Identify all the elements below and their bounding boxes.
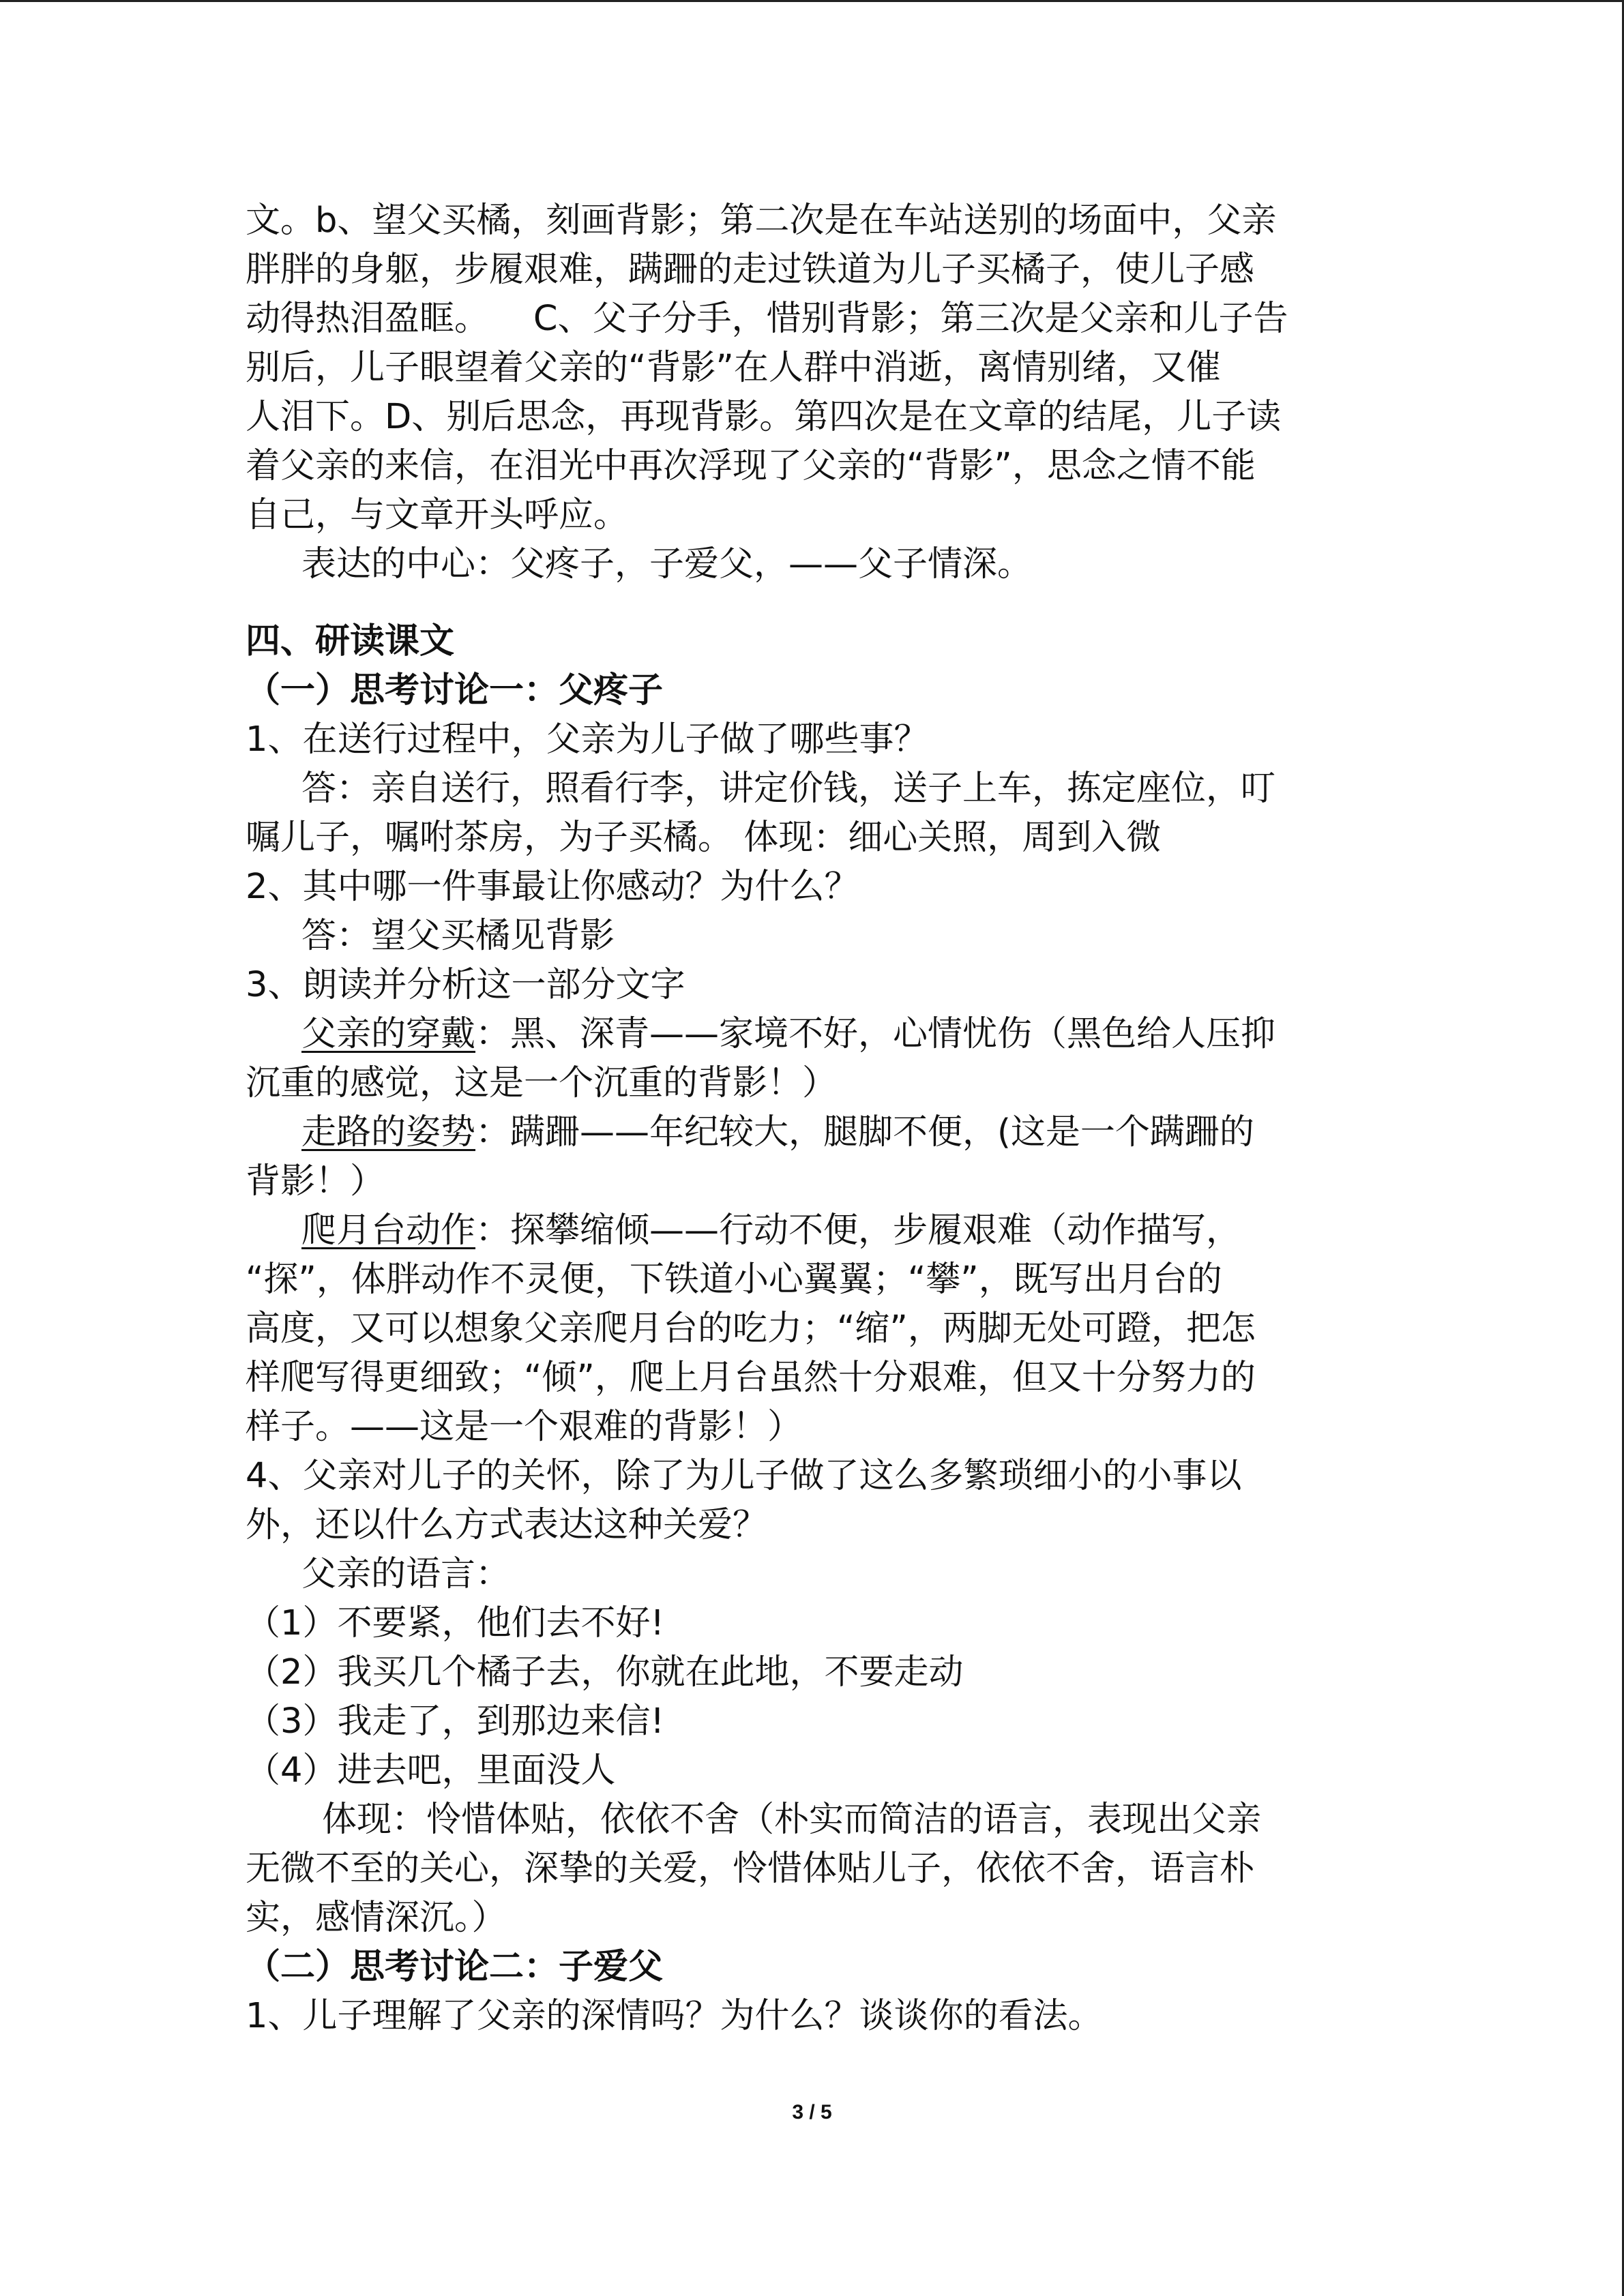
page-number: 3 / 5 xyxy=(792,2101,832,2123)
answer-1-line: 嘱儿子，嘱咐茶房，为子买橘。 体现：细心关照，周到入微 xyxy=(246,818,1162,858)
walk-analysis xyxy=(246,1108,1378,1157)
page-content xyxy=(246,196,1378,2041)
father-words-label: 父亲的语言： xyxy=(301,1554,511,1594)
dress-text: ：黑、深青——家境不好，心情忧伤（黑色给人压抑 xyxy=(475,1014,1276,1054)
intro-line: 人泪下。D、别后思念，再现背影。第四次是在文章的结尾，儿子读 xyxy=(246,397,1282,437)
section-heading: 四、研读课文 xyxy=(246,621,455,661)
dress-analysis xyxy=(246,1010,1378,1059)
question-4: 4、父亲对儿子的关怀，除了为儿子做了这么多繁琐细小的小事以 xyxy=(246,1456,1242,1496)
climb-analysis-cont: “探”，体胖动作不灵便，下铁道小心翼翼；“攀”，既写出月台的 xyxy=(246,1259,1222,1300)
embody-line: 无微不至的关心，深挚的关爱，怜惜体贴儿子，依依不舍，语言朴 xyxy=(246,1849,1255,1889)
intro-line: 文。b、望父买橘，刻画背影；第二次是在车站送别的场面中，父亲 xyxy=(246,200,1277,241)
answer-1-line: 答：亲自送行，照看行李，讲定价钱，送子上车，拣定座位，叮 xyxy=(301,769,1276,809)
climb-label: 爬月台动作 xyxy=(301,1210,476,1251)
question-1: 1、在送行过程中，父亲为儿子做了哪些事？ xyxy=(246,719,929,760)
question-3: 3、朗读并分析这一部分文字 xyxy=(246,965,685,1005)
father-words-item: （3）我走了，到那边来信! xyxy=(246,1701,664,1742)
father-words-item: （4）进去吧，里面没人 xyxy=(246,1750,616,1791)
subsection-heading: （二）思考讨论二：子爱父 xyxy=(246,1947,664,1987)
walk-analysis-cont: 背影！） xyxy=(246,1161,385,1202)
embody-line: 实，感情深沉。） xyxy=(246,1898,507,1938)
intro-line: 别后，儿子眼望着父亲的“背影”在人群中消逝，离情别绪，又催 xyxy=(246,348,1221,388)
intro-line: 自己，与文章开头呼应。 xyxy=(246,495,629,535)
intro-line: 动得热泪盈眶。 C、父子分手，惜别背影；第三次是父亲和儿子告 xyxy=(246,299,1288,339)
walk-text: ：蹒跚——年纪较大，腿脚不便，(这是一个蹒跚的 xyxy=(475,1112,1254,1152)
climb-analysis xyxy=(246,1206,1378,1255)
answer-2: 答：望父买橘见背影 xyxy=(301,916,615,956)
intro-line: 胖胖的身躯，步履艰难，蹒跚的走过铁道为儿子买橘子，使儿子感 xyxy=(246,250,1255,290)
climb-analysis-cont: 高度，又可以想象父亲爬月台的吃力；“缩”，两脚无处可蹬，把怎 xyxy=(246,1309,1256,1349)
question-4-cont: 外，还以什么方式表达这种关爱？ xyxy=(246,1505,768,1545)
climb-analysis-cont: 样子。——这是一个艰难的背影！） xyxy=(246,1407,803,1447)
embody-line: 体现：怜惜体贴，依依不舍（朴实而简洁的语言，表现出父亲 xyxy=(322,1800,1262,1840)
father-words-item: （1）不要紧，他们去不好! xyxy=(246,1603,664,1643)
dress-label: 父亲的穿戴 xyxy=(301,1014,476,1054)
climb-text: ：探攀缩倾——行动不便，步履艰难（动作描写， xyxy=(475,1210,1241,1251)
subsection-heading: （一）思考讨论一：父疼子 xyxy=(246,670,664,711)
intro-line: 着父亲的来信，在泪光中再次浮现了父亲的“背影”，思念之情不能 xyxy=(246,446,1256,486)
question-5: 1、儿子理解了父亲的深情吗？为什么？谈谈你的看法。 xyxy=(246,1996,1103,2036)
father-words-item: （2）我买几个橘子去，你就在此地，不要走动 xyxy=(246,1652,964,1693)
center-idea: 表达的中心：父疼子，子爱父，——父子情深。 xyxy=(301,544,1033,584)
question-2: 2、其中哪一件事最让你感动？为什么？ xyxy=(246,867,859,907)
walk-label: 走路的姿势 xyxy=(301,1112,476,1152)
climb-analysis-cont: 样爬写得更细致；“倾”，爬上月台虽然十分艰难，但又十分努力的 xyxy=(246,1358,1256,1398)
dress-analysis-cont: 沉重的感觉，这是一个沉重的背影！） xyxy=(246,1063,838,1103)
